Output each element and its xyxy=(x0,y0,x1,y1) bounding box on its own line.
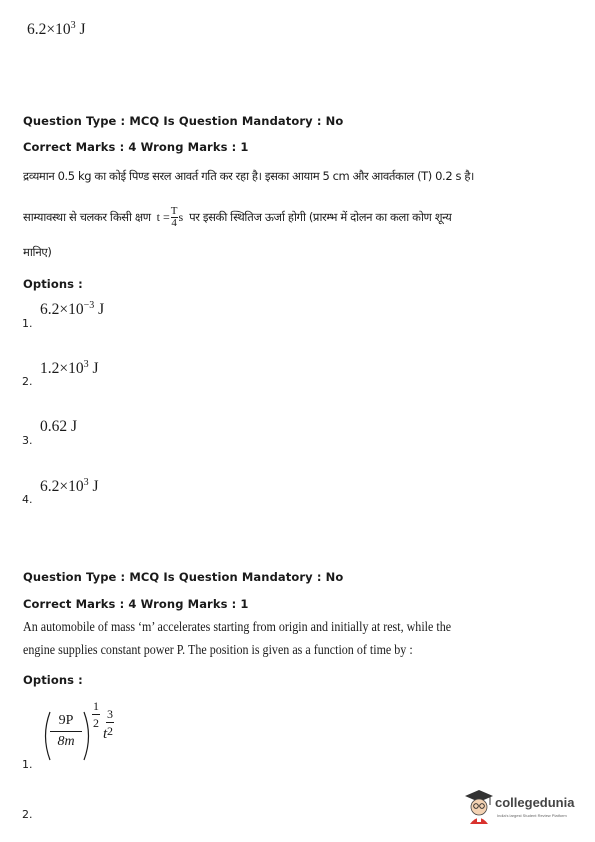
q2-opt1-fraction xyxy=(50,714,82,749)
fraction-bar xyxy=(106,722,114,723)
times-sign: × xyxy=(59,360,69,377)
opt-mantissa: 6.2 xyxy=(40,301,60,318)
q1-text-line1: द्रव्यमान 0.5 kg का कोई पिण्ड सरल आवर्त गति कर रहा है। इसका आयाम 5 cm और आवर्तकाल (T) 0.2 s है। xyxy=(23,169,474,183)
q2-option-1-number: 1. xyxy=(22,758,33,771)
opt-exp: 3 xyxy=(83,359,89,370)
q1-option-2-number: 2. xyxy=(22,375,33,388)
q2-option-2-number: 2. xyxy=(22,808,33,821)
top-answer-mantissa: 6.2 xyxy=(27,21,47,38)
times-sign: × xyxy=(59,478,69,495)
collegedunia-logo[interactable] xyxy=(464,788,590,828)
q1-text-line2-a: साम्यावस्था से चलकर किसी क्षण xyxy=(23,209,151,224)
q1-option-2[interactable] xyxy=(40,359,99,378)
opt-exp: −3 xyxy=(83,300,95,311)
q2-marks-line: Correct Marks : 4 Wrong Marks : 1 xyxy=(23,597,249,611)
q1-type-line: Question Type : MCQ Is Question Mandatory : No xyxy=(23,114,344,128)
opt-unit: J xyxy=(92,478,99,495)
q1-option-4-number: 4. xyxy=(22,493,33,506)
top-answer-base: 10 xyxy=(55,21,71,38)
q2-options-label: Options : xyxy=(23,673,83,687)
q2-opt1-frac-denominator: 8m xyxy=(57,734,75,749)
q2-opt1-t-exponent xyxy=(106,708,114,737)
q1-options-label: Options : xyxy=(23,277,83,291)
times-sign: × xyxy=(59,301,69,318)
t-fraction-denominator: 4 xyxy=(171,216,177,229)
q1-marks-line: Correct Marks : 4 Wrong Marks : 1 xyxy=(23,140,249,154)
q2-opt1-frac-numerator: 9P xyxy=(58,713,74,728)
opt-unit: J xyxy=(98,301,105,318)
opt-exp: 3 xyxy=(83,477,89,488)
q2-opt1-exponent xyxy=(92,700,100,729)
exponent-numerator: 1 xyxy=(93,699,99,713)
graduate-mascot-icon xyxy=(464,788,494,826)
opt-mantissa: 1.2 xyxy=(40,360,60,377)
q1-text-line2-b: पर इसकी स्थितिज ऊर्जा होगी (प्रारम्भ में दोलन का कला कोण शून्य xyxy=(189,209,452,224)
logo-tagline: India's largest Student Review Platform xyxy=(497,813,567,818)
unit-s: s xyxy=(178,209,184,224)
q1-option-1[interactable] xyxy=(40,300,104,319)
t-exponent-denominator: 2 xyxy=(107,724,113,738)
top-answer-unit: J xyxy=(79,21,86,38)
q2-text-line1: An automobile of mass ‘m’ accelerates starting from origin and initially at rest, while the xyxy=(23,620,452,635)
q2-option-1[interactable] xyxy=(40,700,130,762)
opt-base: 10 xyxy=(68,478,84,495)
opt-base: 10 xyxy=(68,360,84,377)
q2-text-line2: engine supplies constant power P. The position is given as a function of time by : xyxy=(23,643,413,658)
fraction-bar xyxy=(50,731,82,732)
q1-option-1-number: 1. xyxy=(22,317,33,330)
t-fraction xyxy=(171,206,178,229)
opt-unit: J xyxy=(92,360,99,377)
top-answer xyxy=(27,20,86,39)
t-equals: t = xyxy=(156,209,170,224)
q2-type-line: Question Type : MCQ Is Question Mandatory : No xyxy=(23,570,344,584)
top-answer-exp: 3 xyxy=(70,20,76,31)
q1-text-line3: मानिए) xyxy=(23,245,52,259)
logo-name: collegedunia xyxy=(495,795,575,810)
t-exponent-numerator: 3 xyxy=(107,707,113,721)
t-variable: t xyxy=(103,726,108,742)
q1-option-4[interactable] xyxy=(40,477,99,496)
q1-option-3-number: 3. xyxy=(22,434,33,447)
t-fraction-numerator: T xyxy=(170,204,178,217)
exponent-denominator: 2 xyxy=(93,716,99,730)
opt-mantissa: 6.2 xyxy=(40,478,60,495)
q1-option-3[interactable]: 0.62 J xyxy=(40,418,78,435)
opt-base: 10 xyxy=(68,301,84,318)
q1-text-line2 xyxy=(23,197,451,237)
times-sign: × xyxy=(46,21,56,38)
fraction-bar xyxy=(92,714,100,715)
